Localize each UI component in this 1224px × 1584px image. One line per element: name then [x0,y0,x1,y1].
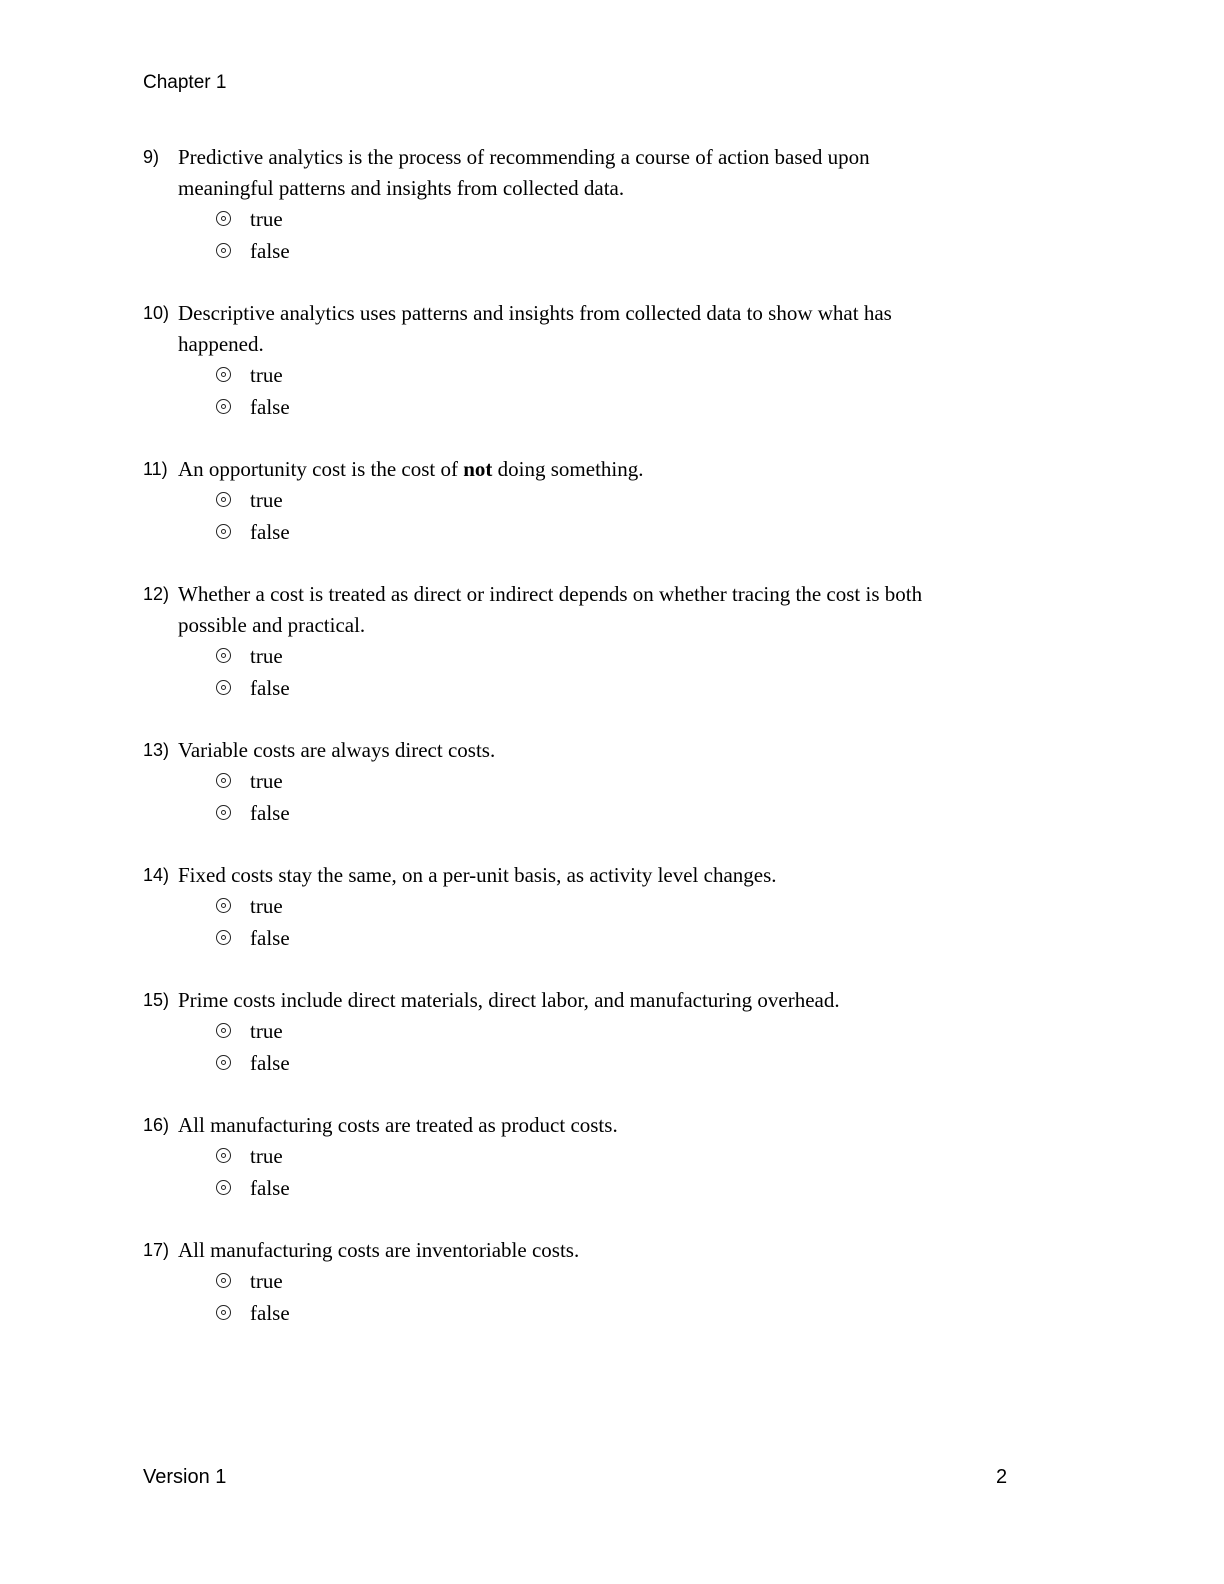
radio-button-icon[interactable] [216,211,231,226]
option-true[interactable] [143,891,1043,923]
option-label: false [250,1300,290,1325]
option-label: false [250,519,290,544]
option-label: true [250,207,283,231]
radio-button-icon[interactable] [216,898,231,913]
question-text: happened. [178,332,264,356]
question-number: 17) [143,1240,170,1260]
option-false[interactable] [143,517,1043,549]
question-9 [143,142,1043,267]
radio-button-icon[interactable] [216,1148,231,1163]
option-false[interactable] [143,673,1043,705]
radio-button-icon[interactable] [216,1023,231,1038]
option-label: false [250,238,290,263]
question-text: Prime costs include direct materials, direct labor, and manufacturing overhead. [178,988,840,1012]
option-true[interactable] [143,766,1043,798]
option-label: false [250,925,290,950]
option-true[interactable] [143,485,1043,517]
option-label: false [250,394,290,419]
question-13 [143,735,1043,829]
page-number: 2 [996,1466,1008,1488]
question-text: Variable costs are always direct costs. [178,738,496,762]
radio-button-icon[interactable] [216,773,231,788]
option-label: false [250,675,290,700]
radio-button-icon[interactable] [216,1305,231,1320]
question-10 [143,298,1043,423]
radio-button-icon[interactable] [216,648,231,663]
option-label: true [250,769,283,793]
question-number: 9) [143,147,160,167]
question-number: 11) [143,459,168,479]
option-label: true [250,1269,283,1293]
version-label: Version 1 [143,1466,227,1488]
question-number: 16) [143,1115,170,1135]
question-text [178,454,644,485]
option-label: true [250,644,283,668]
option-false[interactable] [143,1173,1043,1205]
question-17 [143,1235,1043,1329]
option-label: false [250,1050,290,1075]
question-16 [143,1110,1043,1204]
question-text: Predictive analytics is the process of recommending a course of action based upon [178,145,870,169]
question-text: All manufacturing costs are inventoriable costs. [178,1238,580,1262]
question-text-start: An opportunity cost is the cost of [178,457,464,481]
option-label: true [250,1019,283,1043]
option-label: false [250,800,290,825]
question-number: 15) [143,990,170,1010]
option-false[interactable] [143,392,1043,424]
radio-button-icon[interactable] [216,492,231,507]
question-number: 10) [143,303,170,323]
option-true[interactable] [143,1266,1043,1298]
question-number: 13) [143,740,170,760]
question-text: Descriptive analytics uses patterns and insights from collected data to show what has [178,301,892,325]
question-text: Fixed costs stay the same, on a per-unit basis, as activity level changes. [178,863,777,887]
emphasis-not: not [463,457,493,481]
option-true[interactable] [143,641,1043,673]
option-true[interactable] [143,360,1043,392]
radio-button-icon[interactable] [216,805,231,820]
radio-button-icon[interactable] [216,367,231,382]
question-text: All manufacturing costs are treated as product costs. [178,1113,618,1137]
radio-button-icon[interactable] [216,930,231,945]
option-false[interactable] [143,798,1043,830]
option-true[interactable] [143,1016,1043,1048]
radio-button-icon[interactable] [216,524,231,539]
question-11 [143,454,1043,548]
option-false[interactable] [143,236,1043,268]
question-text: meaningful patterns and insights from collected data. [178,176,625,200]
radio-button-icon[interactable] [216,399,231,414]
question-text: possible and practical. [178,613,366,637]
option-false[interactable] [143,923,1043,955]
chapter-header: Chapter 1 [143,72,227,93]
radio-button-icon[interactable] [216,1180,231,1195]
question-number: 14) [143,865,170,885]
radio-button-icon[interactable] [216,1055,231,1070]
option-true[interactable] [143,1141,1043,1173]
option-label: true [250,488,283,512]
option-false[interactable] [143,1048,1043,1080]
radio-button-icon[interactable] [216,1273,231,1288]
question-number: 12) [143,584,170,604]
question-12 [143,579,1043,704]
option-label: false [250,1175,290,1200]
question-15 [143,985,1043,1079]
option-true[interactable] [143,204,1043,236]
option-label: true [250,1144,283,1168]
option-label: true [250,894,283,918]
question-text: Whether a cost is treated as direct or indirect depends on whether tracing the cost is both [178,582,923,606]
option-label: true [250,363,283,387]
question-14 [143,860,1043,954]
question-text-end: doing something. [492,457,644,481]
option-false[interactable] [143,1298,1043,1330]
radio-button-icon[interactable] [216,680,231,695]
radio-button-icon[interactable] [216,243,231,258]
